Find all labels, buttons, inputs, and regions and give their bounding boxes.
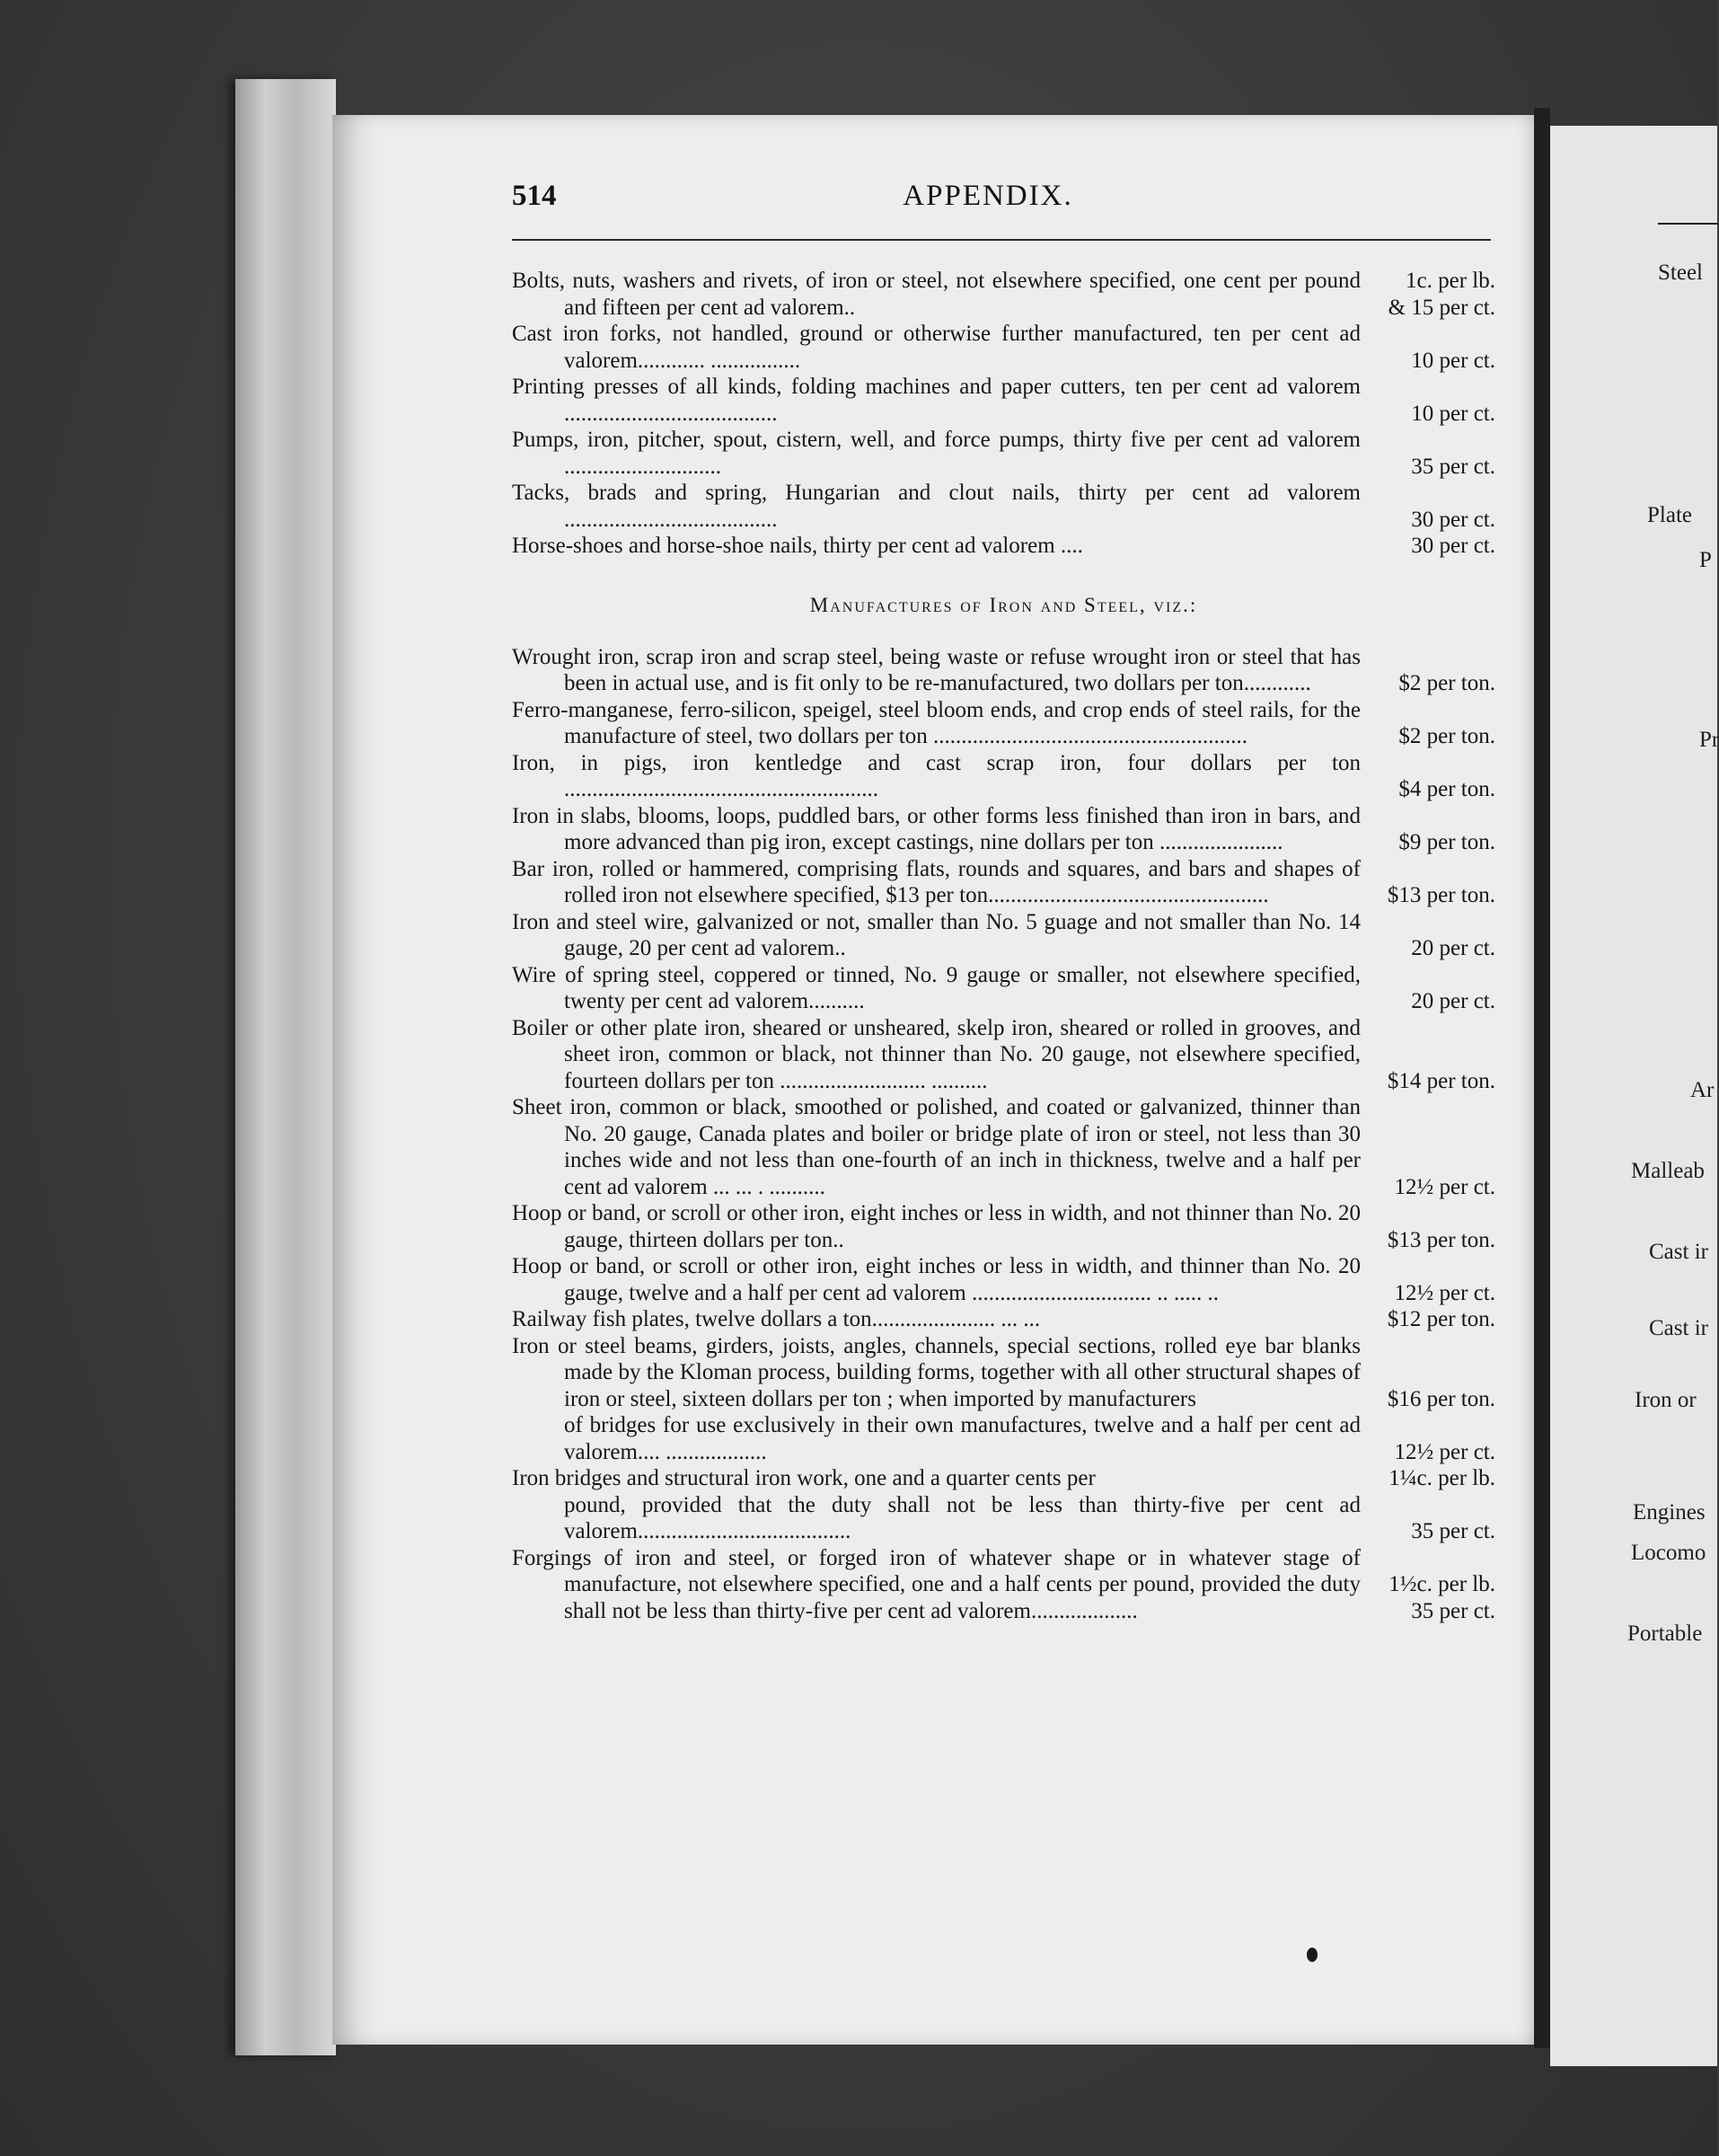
- entry-description: Iron in slabs, blooms, loops, puddled bars, or other forms less finished than iron in bars, and more advanced than pig iron, except castings, nine dollars per ton ......................: [512, 803, 1361, 854]
- tariff-entry: [512, 1465, 1495, 1492]
- entry-duty-rate: $16 per ton.: [1387, 1386, 1495, 1411]
- tariff-entry: [512, 1333, 1495, 1413]
- running-head: APPENDIX.: [903, 180, 1073, 212]
- duty-rate-line: & 15 per ct.: [1388, 295, 1495, 320]
- tariff-entry: [512, 1492, 1495, 1545]
- tariff-entry: [512, 268, 1495, 321]
- right-page-text-fragment: Malleab: [1631, 1159, 1705, 1183]
- entry-duty-rate: 30 per ct.: [1411, 534, 1495, 558]
- duty-rate-line: 1c. per lb.: [1406, 269, 1495, 293]
- tariff-entry: [512, 856, 1495, 909]
- tariff-entry: [512, 1306, 1495, 1333]
- entries-main-list: [512, 644, 1495, 1625]
- entry-description: Bar iron, rolled or hammered, comprising flats, rounds and squares, and bars and shapes of rolled iron not elsewhere specified, $13 per ton..................................................: [512, 856, 1361, 907]
- entry-description: Iron, in pigs, iron kentledge and cast scrap iron, four dollars per ton ........................................................: [512, 750, 1361, 801]
- right-page-text-fragment: Plate: [1647, 503, 1692, 527]
- entry-description: Ferro-manganese, ferro-silicon, speigel, steel bloom ends, and crop ends of steel rails, for the manufacture of steel, two dollars per ton ........................................................: [512, 697, 1361, 748]
- entry-duty-rate: $14 per ton.: [1387, 1068, 1495, 1093]
- tariff-entry: [512, 1545, 1495, 1625]
- right-page-rule: [1658, 223, 1717, 225]
- tariff-entry: [512, 962, 1495, 1015]
- entry-duty-rate: $9 per ton.: [1398, 830, 1495, 854]
- right-page-text-fragment: P: [1699, 548, 1712, 572]
- entry-description: Hoop or band, or scroll or other iron, eight inches or less in width, and thinner than No. 20 gauge, twelve and a half per cent ad valorem ................................ .. ..... ..: [512, 1254, 1361, 1305]
- section-heading: Manufactures of Iron and Steel, viz.:: [809, 593, 1198, 616]
- entry-description: of bridges for use exclusively in their own manufactures, twelve and a half per cent ad valorem.... ..................: [564, 1413, 1361, 1464]
- entry-duty-rate: $4 per ton.: [1398, 777, 1495, 801]
- entry-duty-rate: 10 per ct.: [1411, 348, 1495, 373]
- tariff-entry: [512, 909, 1495, 962]
- tariff-entry: [512, 1412, 1495, 1465]
- right-page-text-fragment: Steel: [1658, 261, 1703, 285]
- entry-description: Cast iron forks, not handled, ground or otherwise further manufactured, ten per cent ad valorem............ ................: [512, 322, 1361, 373]
- entry-duty-rate: 20 per ct.: [1411, 989, 1495, 1013]
- entry-description: Railway fish plates, twelve dollars a ton...................... ... ...: [512, 1307, 1041, 1331]
- right-page-text-fragment: Locomo: [1631, 1541, 1706, 1565]
- tariff-entry: [512, 1253, 1495, 1306]
- tariff-entries: [512, 268, 1495, 1624]
- entry-duty-rate: $13 per ton.: [1387, 883, 1495, 907]
- entry-duty-rate: 35 per ct.: [1411, 1519, 1495, 1543]
- entry-description: Pumps, iron, pitcher, spout, cistern, well, and force pumps, thirty five per cent ad valorem ............................: [512, 428, 1361, 479]
- book-page-edges: [235, 79, 336, 2055]
- entry-duty-rate: 30 per ct.: [1411, 507, 1495, 532]
- entry-description: Wrought iron, scrap iron and scrap steel, being waste or refuse wrought iron or steel that has been in actual use, and is fit only to be re-manufactured, two dollars per ton............: [512, 644, 1361, 695]
- entry-description: Tacks, brads and spring, Hungarian and clout nails, thirty per cent ad valorem ......................................: [512, 481, 1361, 532]
- right-page-text-fragment: Cast ir: [1649, 1240, 1708, 1264]
- entry-duty-rate: 12½ per ct.: [1394, 1280, 1495, 1305]
- entry-description: Sheet iron, common or black, smoothed or polished, and coated or galvanized, thinner than No. 20 gauge, Canada plates and boiler or bridge plate of iron or steel, not less than 30 inches wide and not less than one-fourth of an inch in thickness, twelve and a half per cent ad valorem ... ... . ..........: [512, 1095, 1361, 1199]
- right-page-text-fragment: Pr: [1699, 728, 1719, 752]
- entry-duty-rate: 35 per ct.: [1411, 454, 1495, 479]
- entry-description: pound, provided that the duty shall not be less than thirty-five per cent ad valorem......................................: [564, 1492, 1361, 1543]
- tariff-entry: [512, 427, 1495, 480]
- entry-duty-rate: 12½ per ct.: [1394, 1439, 1495, 1464]
- right-page-fragment: [1550, 126, 1717, 2066]
- tariff-entry: [512, 803, 1495, 856]
- entry-description: Boiler or other plate iron, sheared or unsheared, skelp iron, sheared or rolled in grooves, and sheet iron, common or black, not thinner than No. 20 gauge, not elsewhere specified, fourteen dollars per ton .......................... ..........: [512, 1015, 1361, 1093]
- entry-duty-rate: [1361, 268, 1495, 321]
- tariff-entry: [512, 480, 1495, 533]
- entry-description: Iron and steel wire, galvanized or not, smaller than No. 5 guage and not smaller than No. 14 gauge, 20 per cent ad valorem..: [512, 909, 1361, 960]
- entry-description: Wire of spring steel, coppered or tinned, No. 9 gauge or smaller, not elsewhere specified, twenty per cent ad valorem..........: [512, 962, 1361, 1013]
- right-page-text-fragment: Cast ir: [1649, 1316, 1708, 1340]
- page-number: 514: [512, 180, 557, 212]
- entry-description: Iron bridges and structural iron work, one and a quarter cents per: [512, 1466, 1096, 1490]
- entry-description: Horse-shoes and horse-shoe nails, thirty per cent ad valorem ....: [512, 534, 1083, 558]
- entry-duty-rate: [1361, 1571, 1495, 1624]
- right-page-text-fragment: Engines: [1633, 1500, 1706, 1524]
- tariff-entry: [512, 374, 1495, 427]
- entry-duty-rate: $2 per ton.: [1398, 724, 1495, 748]
- duty-rate-line: 35 per ct.: [1411, 1598, 1495, 1623]
- book-gutter: [1534, 108, 1550, 2048]
- entry-description: Iron or steel beams, girders, joists, angles, channels, special sections, rolled eye bar blanks made by the Kloman process, building forms, together with all other structural shapes of iron or steel, sixteen dollars per ton ; when imported by manufacturers: [512, 1333, 1361, 1411]
- entry-duty-rate: 1¼c. per lb.: [1388, 1466, 1495, 1490]
- right-page-text-fragment: Ar: [1690, 1078, 1715, 1102]
- page-header: [512, 180, 1464, 234]
- entry-duty-rate: $12 per ton.: [1387, 1307, 1495, 1331]
- tariff-entry: [512, 750, 1495, 803]
- entry-duty-rate: $13 per ton.: [1387, 1227, 1495, 1252]
- header-rule: [512, 239, 1491, 241]
- entry-description: Printing presses of all kinds, folding machines and paper cutters, ten per cent ad valorem ......................................: [512, 375, 1361, 426]
- ink-blot: [1307, 1948, 1318, 1962]
- tariff-entry: [512, 644, 1495, 697]
- right-page-text-fragment: Iron or: [1635, 1388, 1697, 1412]
- entry-duty-rate: 10 per ct.: [1411, 401, 1495, 426]
- entry-duty-rate: 20 per ct.: [1411, 936, 1495, 960]
- tariff-entry: [512, 321, 1495, 374]
- entry-duty-rate: $2 per ton.: [1398, 671, 1495, 695]
- left-page: [332, 115, 1534, 2045]
- entry-description: Hoop or band, or scroll or other iron, eight inches or less in width, and not thinner than No. 20 gauge, thirteen dollars per ton..: [512, 1201, 1361, 1252]
- tariff-entry: [512, 697, 1495, 750]
- entry-description: Bolts, nuts, washers and rivets, of iron or steel, not elsewhere specified, one cent per pound and fifteen per cent ad valorem..: [512, 269, 1361, 320]
- tariff-entry: [512, 533, 1495, 560]
- tariff-entry: [512, 1094, 1495, 1200]
- duty-rate-line: 1½c. per lb.: [1388, 1572, 1495, 1596]
- tariff-entry: [512, 1015, 1495, 1095]
- tariff-entry: [512, 1200, 1495, 1253]
- entries-top-list: [512, 268, 1495, 560]
- right-page-text-fragment: Portable: [1627, 1621, 1703, 1646]
- entry-duty-rate: 12½ per ct.: [1394, 1174, 1495, 1199]
- entry-description: Forgings of iron and steel, or forged iron of whatever shape or in whatever stage of manufacture, not elsewhere specified, one and a half cents per pound, provided the duty shall not be less than thirty-five per cent ad valorem...................: [512, 1545, 1361, 1623]
